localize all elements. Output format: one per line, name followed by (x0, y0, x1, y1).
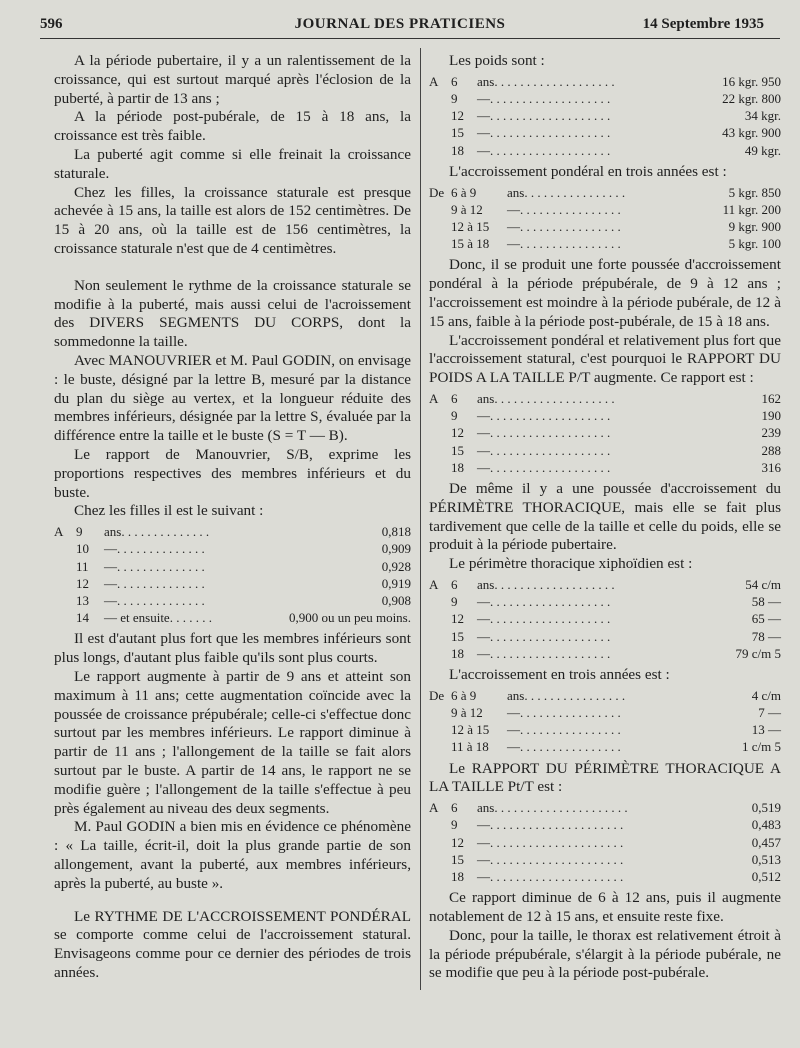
table-cell: A (54, 524, 64, 540)
table-cell: — (507, 705, 520, 721)
table-cell: . . . . . . . . . . . . . . . . . . . (490, 408, 611, 424)
table-cell (429, 90, 451, 107)
table-cell: 0,513 (751, 851, 781, 867)
paragraph: M. Paul GODIN a bien mis en évidence ce phénomène : « La taille, écrit-il, doit la plus grande partie de son allongement, avant la puberté, aux membres inférieurs, après la puberté, au buste ». (54, 818, 411, 892)
table-cell: 9 (451, 91, 458, 106)
table-cell: . . . . . . . . . . . . . . (121, 524, 210, 540)
table-row (429, 407, 781, 424)
table-cell: — (477, 645, 490, 661)
table-cell: 6 à 9 (451, 687, 477, 703)
table-cell: 239 (761, 425, 781, 441)
table-row (429, 816, 781, 833)
table-cell (429, 738, 451, 755)
table-row (429, 142, 781, 159)
table-cell: . . . . . . . . . . . . . . . . . . . (490, 459, 611, 475)
table-cell: 43 kgr. 900 (722, 125, 781, 141)
table-cell (429, 721, 451, 738)
table-cell (429, 628, 451, 645)
table-cell: . . . . . . . . . . . . . . . . . . . (494, 577, 615, 592)
table-cell: — (477, 851, 490, 867)
table-cell: 18 (451, 142, 464, 158)
table-cell: 190 (761, 408, 781, 424)
table-cell: . . . . . . . . . . . . . . . . (520, 219, 621, 235)
table-cell: 0,928 (381, 558, 411, 574)
table-cell: 6 (451, 577, 458, 592)
table-cell: 5 kgr. 100 (728, 236, 781, 252)
journal-title: JOURNAL DES PRATICIENS (294, 16, 506, 32)
table-cell (429, 851, 451, 868)
paragraph: Avec MANOUVRIER et M. Paul GODIN, on envisage : le buste, désigné par la lettre B, mesuré par la distance du plan du siège au vertex, et la longueur réduite des membres inférieurs, désignée par la lettre S, évaluée par la différence entre la taille et le buste (S = T — B). (54, 351, 411, 445)
paragraph: Ce rapport diminue de 6 à 12 ans, puis il augmente notablement de 12 à 15 ans, et ensuite reste fixe. (429, 889, 781, 926)
table-row (429, 628, 781, 645)
table-cell: . . . . . . . . . . . . . . . . . . . (490, 442, 611, 458)
table-row (429, 201, 781, 218)
table-row (54, 592, 411, 609)
table-cell: — (507, 219, 520, 235)
table-cell: 4 c/m (751, 687, 781, 703)
weight-table (429, 73, 781, 159)
paragraph: Le rapport de Manouvrier, S/B, exprime les proportions respectives des membres inférieurs et du buste. (54, 445, 411, 501)
paragraph: A la période post-pubérale, de 15 à 18 ans, la croissance est très faible. (54, 108, 411, 145)
table-cell: ans (104, 524, 122, 540)
paragraph: Donc, pour la taille, le thorax est relativement étroit à la période prépubérale, s'élargit à la période pubérale, ne se modifie que peu à la période post-pubérale. (429, 926, 781, 982)
table-cell: . . . . . . . . . . . . . . . . . . . (494, 73, 615, 89)
paragraph: Le rapport augmente à partir de 9 ans et atteint son maximum à 11 ans; cette augmentation coïncide avec la poussée de croissance prépubérale; celle-ci s'effectue donc surtout par les membres inférieurs. Le rapport diminue à partir de 11 ans ; l'allongement de la taille se fait alors surtout par le buste. A partir de 14 ans, le rapport ne se modifie guère ; l'allongement de la taille s'effectue à peu près également au niveau des deux segments. (54, 667, 411, 817)
table-cell: 15 (451, 851, 464, 867)
table-row (429, 218, 781, 235)
ratio-table-girls (54, 523, 411, 626)
table-cell: . . . . . . . . . . . . . . (117, 541, 205, 557)
table-cell: 18 (451, 459, 464, 475)
table-cell (54, 540, 76, 557)
paragraph: Le périmètre thoracique xiphoïdien est : (449, 555, 693, 573)
table-cell (54, 592, 76, 609)
table-cell: — (477, 869, 490, 885)
table-row (429, 107, 781, 124)
table-cell: 9 (451, 817, 458, 833)
table-cell: . . . . . . . . . . . . . . . . (520, 739, 621, 755)
left-column (54, 52, 411, 983)
table-cell: 18 (451, 869, 464, 885)
table-row (429, 442, 781, 459)
table-cell: 6 (451, 73, 458, 89)
paragraph: Le RAPPORT DU PÉRIMÈTRE THORACIQUE A LA TAILLE Pt/T est : (429, 759, 781, 796)
table-cell (429, 868, 451, 885)
table-row (429, 576, 781, 593)
table-cell: 13 — (751, 722, 781, 738)
table-cell: De (429, 184, 445, 200)
table-cell: 9 à 12 (451, 705, 483, 721)
table-cell: . . . . . . . . . . . . . . (117, 558, 205, 574)
table-cell: — (104, 592, 117, 608)
table-row (429, 687, 781, 704)
table-cell: 14 (76, 610, 89, 626)
table-cell: 0,483 (751, 817, 781, 833)
table-cell: — (477, 442, 490, 458)
table-cell: 54 c/m (745, 577, 781, 592)
header-rule (40, 38, 780, 39)
table-cell: . . . . . . . . . . . . . . . . . . . . . (490, 834, 624, 850)
table-cell: 0,519 (751, 800, 781, 816)
table-cell: 15 (451, 628, 464, 644)
table-cell (429, 124, 451, 141)
table-cell: 15 à 18 (451, 236, 490, 252)
table-row (429, 610, 781, 627)
table-cell: 0,457 (751, 834, 781, 850)
table-row (54, 609, 411, 626)
table-row (429, 834, 781, 851)
table-cell: ans (507, 687, 525, 703)
table-cell: . . . . . . . . . . . . . . . . . . . (490, 125, 611, 141)
table-cell: 15 (451, 442, 464, 458)
table-cell (54, 575, 76, 592)
table-row (429, 184, 781, 201)
table-cell: . . . . . . . . . . . . . . . . (520, 705, 621, 721)
table-cell: — (507, 201, 520, 217)
table-cell: 34 kgr. (744, 108, 781, 124)
table-cell (429, 235, 451, 252)
table-cell: — (477, 594, 490, 610)
table-cell: 0,818 (381, 524, 411, 540)
paragraph: De même il y a une poussée d'accroissement du PÉRIMÈTRE THORACIQUE, mais elle se fait plus tardivement que celle de la taille et celle du poids, elle se produit à la période pubertaire. (429, 480, 781, 554)
table-cell: 0,908 (381, 592, 411, 608)
table-cell: 58 — (751, 594, 781, 610)
table-cell: . . . . . . . . . . . . . . . . (524, 184, 626, 200)
table-row (54, 540, 411, 557)
paragraph: Il est d'autant plus fort que les membres inférieurs sont plus longs, d'autant plus faible qu'ils sont plus courts. (54, 630, 411, 667)
table-cell: 11 (76, 558, 89, 574)
table-cell: 9 (451, 408, 458, 424)
table-cell: 22 kgr. 800 (722, 91, 781, 106)
table-cell: 12 à 15 (451, 219, 490, 235)
table-cell (429, 816, 451, 833)
table-cell: . . . . . . . . . . . . . . . . . . . . . (490, 851, 624, 867)
table-cell: 65 — (751, 611, 781, 627)
paragraph: Chez les filles il est le suivant : (74, 502, 264, 520)
paragraph: La puberté agit comme si elle freinait la croissance staturale. (54, 145, 411, 182)
table-cell (429, 610, 451, 627)
paragraph: Chez les filles, la croissance staturale est presque achevée à 15 ans, la taille est alors de 152 centimètres. De 15 à 20 ans, où la taille est de 156 centimètres, la croissance staturale n'est que de 4 centimètres. (54, 183, 411, 257)
table-cell (429, 834, 451, 851)
table-cell: A (429, 73, 439, 89)
table-cell: . . . . . . . (169, 610, 212, 626)
table-cell: 15 (451, 125, 464, 141)
table-cell (429, 442, 451, 459)
table-cell: — (104, 558, 117, 574)
table-row (429, 390, 781, 407)
table-cell: A (429, 391, 439, 406)
table-row (429, 721, 781, 738)
table-cell: 9 (451, 594, 458, 610)
table-row (429, 424, 781, 441)
table-row (429, 235, 781, 252)
table-row (429, 738, 781, 755)
table-cell (429, 201, 451, 218)
table-cell: 12 (451, 834, 464, 850)
table-cell: . . . . . . . . . . . . . . . . . . . (490, 108, 611, 124)
table-cell: 78 — (751, 628, 781, 644)
table-row (429, 704, 781, 721)
page-header (0, 0, 800, 42)
table-cell: 13 (76, 592, 89, 608)
table-cell: 7 — (758, 705, 781, 721)
table-cell: 316 (761, 459, 781, 475)
table-cell: A (429, 577, 439, 592)
table-cell: 49 kgr. (744, 142, 781, 158)
table-cell: — (104, 541, 117, 557)
table-cell: — (477, 611, 490, 627)
table-cell: ans (477, 73, 495, 89)
table-cell: De (429, 687, 445, 703)
table-cell: 12 (76, 575, 89, 591)
table-cell: . . . . . . . . . . . . . . . . . . . (490, 645, 611, 661)
paragraph: A la période pubertaire, il y a un ralentissement de la croissance, qui est surtout marqué après l'éclosion de la puberté, à partir de 13 ans ; (54, 52, 411, 107)
table-cell: 9 à 12 (451, 201, 483, 217)
table-cell: 5 kgr. 850 (728, 184, 781, 200)
table-cell: . . . . . . . . . . . . . . . . . . . (490, 142, 611, 158)
table-row (429, 459, 781, 476)
table-cell (429, 107, 451, 124)
table-row (429, 851, 781, 868)
table-cell: . . . . . . . . . . . . . . . . . . . (490, 594, 611, 610)
table-cell: — (104, 575, 117, 591)
table-cell (429, 459, 451, 476)
thoracic-perimeter-table (429, 576, 781, 662)
table-cell: 6 (451, 800, 458, 816)
table-cell (429, 704, 451, 721)
table-cell: — (477, 108, 490, 124)
table-row (429, 799, 781, 816)
table-cell: . . . . . . . . . . . . . . . . (520, 236, 621, 252)
paragraph: Donc, il se produit une forte poussée d'accroissement pondéral à la période prépubérale, de 9 à 12 ans ; l'accroissement est moindre à la période pubérale, de 12 à 15 ans, faible à la période post-pubérale, de 15 à 18 ans. (429, 256, 781, 330)
table-row (429, 593, 781, 610)
table-row (54, 558, 411, 575)
table-row (429, 73, 781, 90)
table-cell: 12 à 15 (451, 722, 490, 738)
table-cell: 6 (451, 391, 458, 406)
paragraph: Le RYTHME DE L'ACCROISSEMENT PONDÉRAL se comporte comme celui de l'accroissement statural. Envisageons comme pour ce dernier des périodes de trois années. (54, 907, 411, 981)
table-cell (429, 424, 451, 441)
table-cell: — (477, 834, 490, 850)
table-cell: — et ensuite (104, 610, 170, 626)
thoracic-height-ratio-table (429, 799, 781, 885)
table-cell: — (507, 722, 520, 738)
table-cell: . . . . . . . . . . . . . . . . . . . . . (494, 800, 628, 816)
table-cell: 6 à 9 (451, 184, 477, 200)
table-cell (429, 142, 451, 159)
table-cell: . . . . . . . . . . . . . . (117, 575, 205, 591)
table-cell: 10 (76, 541, 89, 557)
table-cell: 11 kgr. 200 (722, 201, 781, 217)
table-cell: . . . . . . . . . . . . . . . . . . . (490, 425, 611, 441)
table-cell: . . . . . . . . . . . . . . . . . . . . . (490, 817, 624, 833)
table-row (54, 575, 411, 592)
table-cell: ans (477, 391, 495, 406)
paragraph: L'accroissement pondéral en trois années est : (449, 162, 727, 180)
table-cell (429, 407, 451, 424)
table-cell: 0,919 (381, 575, 411, 591)
thoracic-gain-table (429, 687, 781, 756)
table-cell: 1 c/m 5 (742, 739, 781, 755)
table-cell: — (477, 459, 490, 475)
table-cell: — (477, 125, 490, 141)
table-cell: . . . . . . . . . . . . . . . . . . . . . (490, 869, 624, 885)
table-cell: . . . . . . . . . . . . . . . . . . . (490, 611, 611, 627)
table-cell: 79 c/m 5 (735, 645, 781, 661)
table-cell: 18 (451, 645, 464, 661)
table-cell: 0,909 (381, 541, 411, 557)
table-cell: 16 kgr. 950 (722, 73, 781, 89)
paragraph: L'accroissement en trois années est : (449, 666, 670, 684)
table-row (429, 868, 781, 885)
table-cell: 0,900 ou un peu moins. (288, 610, 411, 626)
paragraph: Les poids sont : (449, 52, 545, 69)
table-cell: 11 à 18 (451, 739, 489, 755)
table-cell: . . . . . . . . . . . . . . . . . . . (494, 391, 615, 406)
table-cell: ans (477, 800, 495, 816)
table-cell: 9 kgr. 900 (728, 219, 781, 235)
paragraph: L'accroissement pondéral et relativement plus fort que l'accroissement statural, c'est pourquoi le RAPPORT DU POIDS A LA TAILLE P/T augmente. Ce rapport est : (429, 331, 781, 387)
column-separator (420, 48, 421, 990)
table-row (429, 645, 781, 662)
table-row (429, 124, 781, 141)
table-cell: . . . . . . . . . . . . . . . . (520, 201, 621, 217)
weight-gain-table (429, 184, 781, 253)
table-cell: . . . . . . . . . . . . . . . . (520, 722, 621, 738)
table-cell (54, 558, 76, 575)
table-cell: . . . . . . . . . . . . . . (117, 592, 205, 608)
table-cell: . . . . . . . . . . . . . . . . (524, 687, 626, 703)
table-cell: 12 (451, 611, 464, 627)
table-cell: ans (477, 577, 495, 592)
table-cell: — (477, 817, 490, 833)
table-cell: ans (507, 184, 525, 200)
table-row (54, 523, 411, 540)
table-cell: — (507, 739, 520, 755)
weight-height-ratio-table (429, 390, 781, 476)
table-cell: . . . . . . . . . . . . . . . . . . . (490, 91, 611, 106)
table-cell (429, 218, 451, 235)
table-cell: — (477, 425, 490, 441)
table-cell: — (477, 628, 490, 644)
table-cell: 162 (761, 391, 781, 406)
table-cell: 9 (76, 524, 83, 540)
table-cell: 12 (451, 108, 464, 124)
paragraph: Non seulement le rythme de la croissance staturale se modifie à la puberté, mais aussi celui de l'acroissement des DIVERS SEGMENTS DU CORPS, dont la sommedonne la taille. (54, 276, 411, 351)
table-cell: A (429, 800, 439, 816)
table-row (429, 90, 781, 107)
table-cell: 0,512 (751, 869, 781, 885)
table-cell: — (507, 236, 520, 252)
table-cell: . . . . . . . . . . . . . . . . . . . (490, 628, 611, 644)
table-cell: 12 (451, 425, 464, 441)
right-column (429, 52, 781, 983)
page-number: 596 (40, 16, 63, 32)
table-cell (54, 609, 76, 626)
issue-date: 14 Septembre 1935 (642, 16, 764, 32)
table-cell: 288 (761, 442, 781, 458)
table-cell: — (477, 91, 490, 106)
table-cell: — (477, 142, 490, 158)
table-cell (429, 593, 451, 610)
table-cell (429, 645, 451, 662)
table-cell: — (477, 408, 490, 424)
